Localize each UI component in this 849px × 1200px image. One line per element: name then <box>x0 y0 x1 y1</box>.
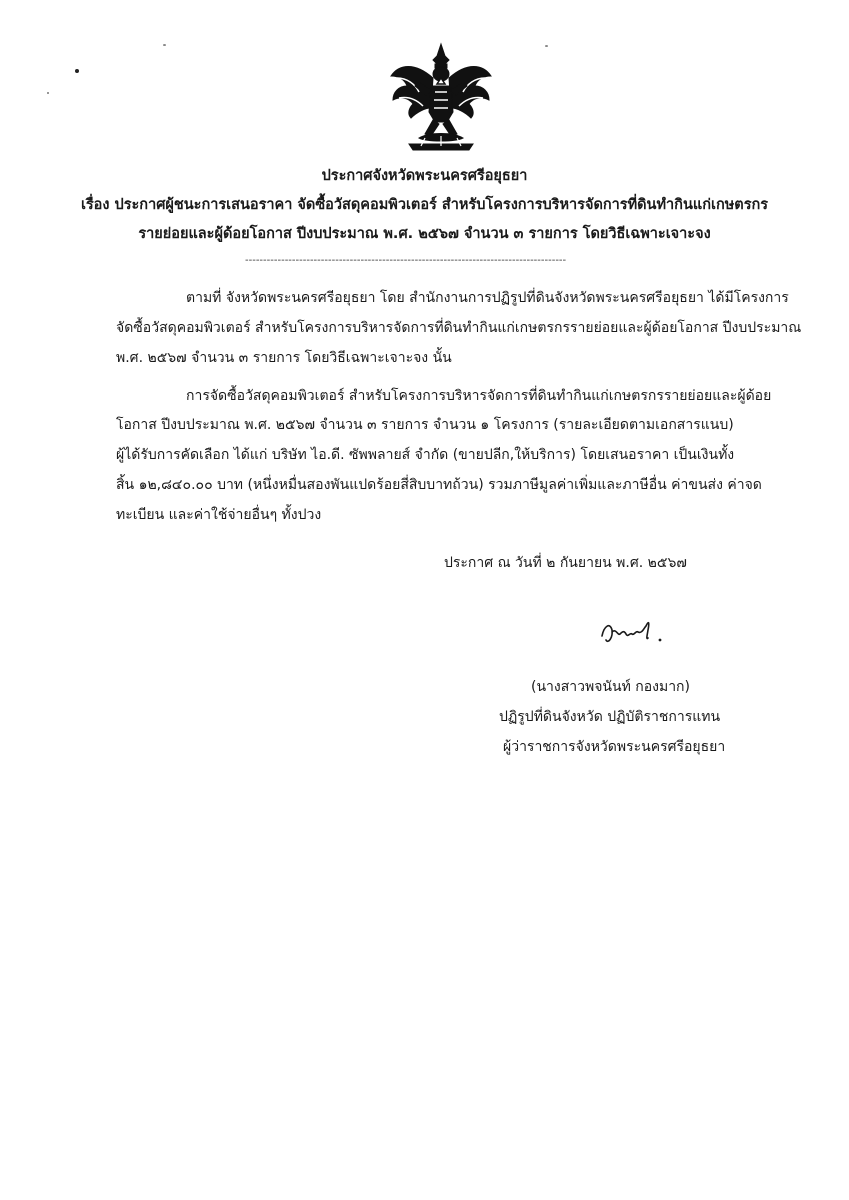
signer-position: ปฏิรูปที่ดินจังหวัด ปฏิบัติราชการแทน <box>499 709 721 725</box>
paragraph-line: สิ้น ๑๒,๘๔๐.๐๐ บาท (หนึ่งหมื่นสองพันแปดร้อยสี่สิบบาทถ้วน) รวมภาษีมูลค่าเพิ่มและภาษีอื่น ค่าขนส่ง ค่าจด <box>116 477 762 493</box>
announcement-date: ประกาศ ณ วันที่ ๒ กันยายน พ.ศ. ๒๕๖๗ <box>444 555 687 571</box>
signer-name: (นางสาวพจนันท์ กองมาก) <box>531 679 690 695</box>
paragraph-line: ทะเบียน และค่าใช้จ่ายอื่นๆ ทั้งปวง <box>116 507 322 523</box>
scan-speck <box>75 69 79 73</box>
paragraph-line: การจัดซื้อวัสดุคอมพิวเตอร์ สำหรับโครงการบริหารจัดการที่ดินทำกินแก่เกษตรกรรายย่อยและผู้ด้อย <box>186 388 772 404</box>
scan-speck <box>163 44 166 46</box>
signer-authority: ผู้ว่าราชการจังหวัดพระนครศรีอยุธยา <box>503 739 726 755</box>
scan-speck <box>545 45 548 47</box>
garuda-emblem-icon <box>385 42 497 154</box>
paragraph-line: โอกาส ปีงบประมาณ พ.ศ. ๒๕๖๗ จำนวน ๓ รายการ จำนวน ๑ โครงการ (รายละเอียดตามเอกสารแนบ) <box>116 417 734 433</box>
handwritten-signature <box>598 612 668 652</box>
paragraph-line: ตามที่ จังหวัดพระนครศรีอยุธยา โดย สำนักงานการปฏิรูปที่ดินจังหวัดพระนครศรีอยุธยา ได้มีโครงการ <box>186 290 789 306</box>
separator-line: ----------------------------------------------------------------------------------------- <box>245 255 567 266</box>
paragraph-line: ผู้ได้รับการคัดเลือก ได้แก่ บริษัท ไอ.ดี. ซัพพลายส์ จำกัด (ขายปลีก,ให้บริการ) โดยเสนอราคา เป็นเงินทั้ง <box>116 447 735 463</box>
agency-title: ประกาศจังหวัดพระนครศรีอยุธยา <box>321 168 528 184</box>
subject-line: เรื่อง ประกาศผู้ชนะการเสนอราคา จัดซื้อวัสดุคอมพิวเตอร์ สำหรับโครงการบริหารจัดการที่ดินทำกินแก่เกษตรกร <box>80 197 769 213</box>
paragraph-line: จัดซื้อวัสดุคอมพิวเตอร์ สำหรับโครงการบริหารจัดการที่ดินทำกินแก่เกษตรกรรายย่อยและผู้ด้อยโอกาส ปีงบประมาณ <box>116 320 802 336</box>
scan-speck <box>47 92 49 94</box>
paragraph-line: พ.ศ. ๒๕๖๗ จำนวน ๓ รายการ โดยวิธีเฉพาะเจาะจง นั้น <box>116 350 452 366</box>
subject-line: รายย่อยและผู้ด้อยโอกาส ปีงบประมาณ พ.ศ. ๒๕๖๗ จำนวน ๓ รายการ โดยวิธีเฉพาะเจาะจง <box>138 226 711 242</box>
